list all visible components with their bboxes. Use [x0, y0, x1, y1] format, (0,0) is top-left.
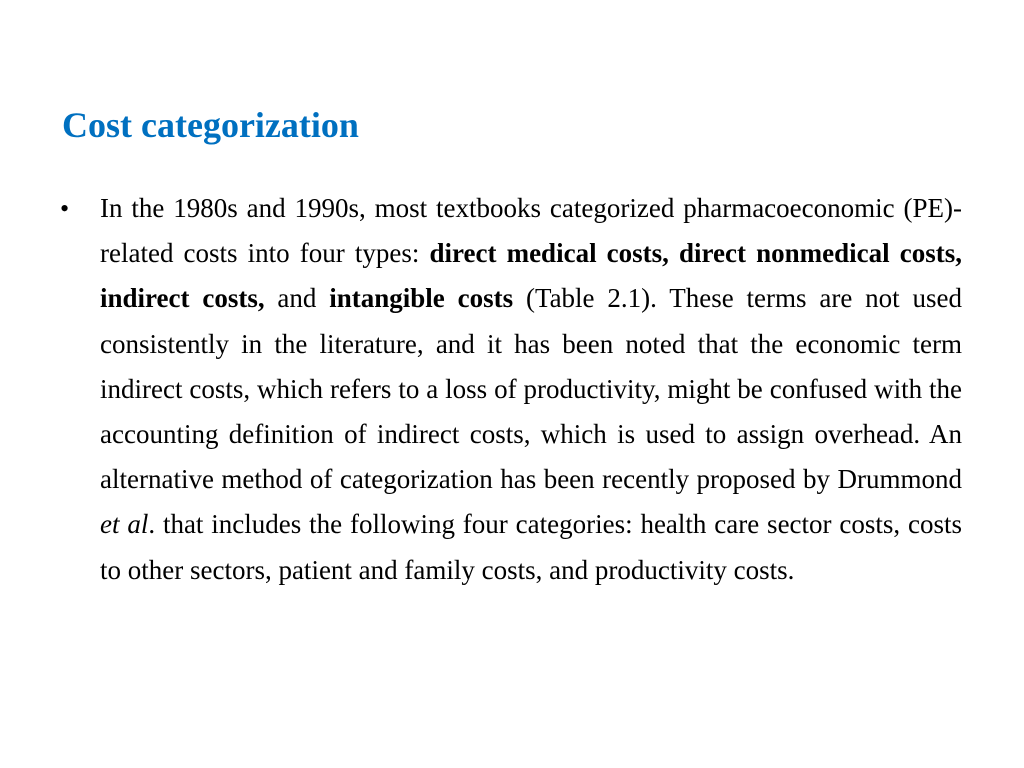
text-run: and — [264, 283, 330, 314]
paragraph-text — [100, 193, 962, 585]
bold-text-run: intangible costs — [329, 283, 514, 314]
bullet-item — [60, 186, 962, 593]
text-run: In the 1980s and 1990s, most textbooks categorized pharmacoeconomic (PE)-related costs into four types: — [100, 193, 962, 269]
bullet-icon: • — [60, 194, 70, 223]
text-run: . that includes the following four categories: health care sector costs, costs to other sectors, patient and family costs, and productivity costs. — [100, 509, 962, 585]
italic-text-run: et al — [100, 509, 149, 540]
slide-title: Cost categorization — [62, 105, 359, 145]
bullet-list — [60, 186, 962, 593]
text-run: (Table 2.1). These terms are not used consistently in the literature, and it has been noted that the economic term indirect costs, which refers to a loss of productivity, might be confused with the accounting definition of indirect costs, which is used to assign overhead. An alternative method of categorization has been recently proposed by Drummond — [100, 283, 962, 495]
bold-text-run: direct medical costs, direct nonmedical costs, indirect costs, — [100, 238, 962, 314]
